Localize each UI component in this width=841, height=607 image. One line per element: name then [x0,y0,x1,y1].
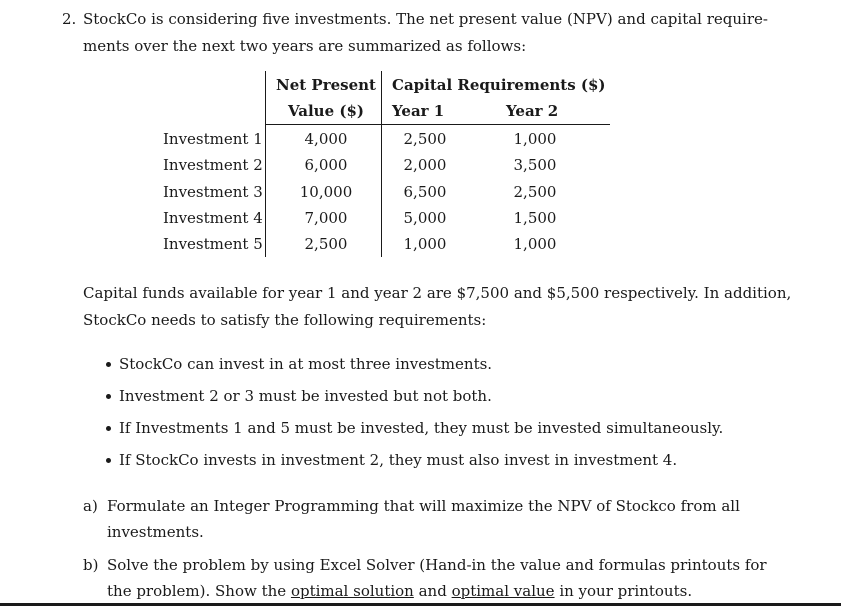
optimal-value-underlined: optimal value [451,582,555,600]
question-a-line2: investments. [107,523,204,541]
bottom-rule [0,603,841,606]
table-cell-npv: 6,000 [304,156,348,174]
question-b-line1: Solve the problem by using Excel Solver (Hand-in the value and formulas printouts for [107,556,767,574]
problem-intro-line2: ments over the next two years are summarized as follows: [83,37,527,55]
header-year2: Year 2 [506,102,559,120]
table-row-label: Investment 2 [163,156,263,174]
table-cell-npv: 4,000 [304,130,348,148]
bullet-icon [106,458,111,463]
header-capital: Capital Requirements ($) [392,76,606,94]
table-vline-middle [381,71,382,257]
question-b-text-part: the problem). Show the [107,582,291,600]
table-row-label: Investment 5 [163,235,263,253]
table-vline-left [265,71,266,257]
question-a-label: a) [83,497,98,515]
table-cell-year1: 6,500 [403,183,447,201]
table-row-label: Investment 1 [163,130,263,148]
table-cell-year2: 2,500 [513,183,557,201]
list-item: If StockCo invests in investment 2, they must also invest in investment 4. [119,451,678,469]
capital-funds-line1: Capital funds available for year 1 and year 2 are $7,500 and $5,500 respectively. In addition, [83,284,792,302]
list-item: StockCo can invest in at most three investments. [119,355,493,373]
problem-intro-line1: StockCo is considering five investments. The net present value (NPV) and capital require- [83,10,768,28]
question-b-line2 [107,582,692,600]
table-cell-year2: 1,500 [513,209,557,227]
table-row-label: Investment 4 [163,209,263,227]
table-cell-year2: 1,000 [513,235,557,253]
table-cell-npv: 10,000 [299,183,353,201]
bullet-icon [106,394,111,399]
question-b-label: b) [83,556,99,574]
header-year1: Year 1 [392,102,445,120]
bullet-icon [106,426,111,431]
question-b-text-part: and [413,582,452,600]
table-cell-npv: 2,500 [304,235,348,253]
list-item: Investment 2 or 3 must be invested but not both. [119,387,492,405]
table-cell-year2: 1,000 [513,130,557,148]
question-b-text-part: in your printouts. [554,582,693,600]
header-npv-line2: Value ($) [288,102,364,120]
table-cell-npv: 7,000 [304,209,348,227]
table-cell-year1: 2,500 [403,130,447,148]
question-a-line1: Formulate an Integer Programming that will maximize the NPV of Stockco from all [107,497,740,515]
bullet-icon [106,362,111,367]
table-cell-year1: 2,000 [403,156,447,174]
table-header-rule [265,124,610,125]
table-cell-year2: 3,500 [513,156,557,174]
table-cell-year1: 5,000 [403,209,447,227]
list-item: If Investments 1 and 5 must be invested, they must be invested simultaneously. [119,419,724,437]
table-row-label: Investment 3 [163,183,263,201]
header-npv-line1: Net Present [276,76,376,94]
optimal-solution-underlined: optimal solution [290,582,414,600]
capital-funds-line2: StockCo needs to satisfy the following requirements: [83,311,487,329]
problem-number: 2. [62,10,77,28]
table-cell-year1: 1,000 [403,235,447,253]
